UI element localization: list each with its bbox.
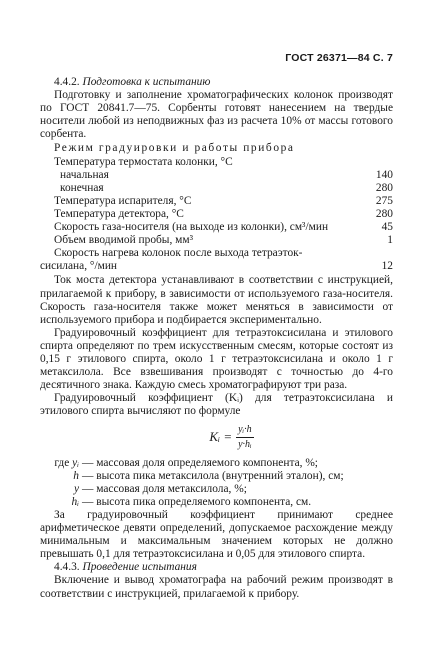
result-paragraph: За градуировочный коэффициент принимают среднее арифметическое девяти определений, допускаемое расхождение между минимальным и максимальным значением которых не должно превышать 0,1 для тетраэтоксисилана и 0,05 для этилового спирта. <box>40 509 393 561</box>
param-label: Температура испарителя, °С <box>54 194 192 207</box>
section-4-4-2-heading <box>40 76 393 89</box>
param-row <box>40 169 393 182</box>
formula-fraction <box>236 423 254 450</box>
calibration-formula-intro: Градуировочный коэффициент (Kᵢ) для тетраэтоксисилана и этилового спирта вычисляют по формуле <box>40 392 393 418</box>
param-value: 45 <box>381 221 393 234</box>
formula-lhs: Kᵢ = <box>209 429 233 445</box>
param-value: 275 <box>375 194 393 207</box>
section-number: 4.4.2. <box>54 76 80 88</box>
bridge-current-paragraph: Ток моста детектора устанавливают в соответствии с инструкцией, прилагаемой к прибору, в зависимости от используемого газа-носителя. Скорость газа-носителя также может меняться в зависимости от используемого прибора и подбирается экспериментально. <box>40 274 393 326</box>
param-label: начальная <box>60 168 109 181</box>
mode-heading: Режим градуировки и работы прибора <box>54 142 295 155</box>
variable-symbol: hᵢ <box>71 495 79 508</box>
section-title: Подготовка к испытанию <box>82 76 211 88</box>
param-row <box>40 208 393 221</box>
param-label: сисилана, °/мин <box>40 260 118 273</box>
param-row <box>40 221 393 234</box>
preparation-paragraph: Подготовку и заполнение хроматографических колонок производят по ГОСТ 20841.7—75. Сорбенты готовят нанесением на твердые носители любой из неподвижных фаз из расчета 10% от массы готового сорбента. <box>40 89 393 141</box>
param-value: 1 <box>387 234 393 247</box>
param-label: Температура детектора, °С <box>54 207 184 220</box>
variable-description: — высота пика метаксилола (внутренний эталон), см; <box>82 469 344 482</box>
variable-description: — массовая доля определяемого компонента, %; <box>82 456 318 469</box>
param-row <box>40 260 393 273</box>
param-label: Объем вводимой пробы, мм³ <box>54 234 193 247</box>
variable-description: — массовая доля метаксилола, %; <box>82 482 247 495</box>
param-label: конечная <box>60 181 104 194</box>
section-title: Проведение испытания <box>82 561 197 574</box>
param-value: 12 <box>381 260 393 273</box>
param-row <box>40 195 393 208</box>
variable-definitions <box>40 457 393 509</box>
section-number: 4.4.3. <box>54 561 80 574</box>
calibration-paragraph: Градуировочный коэффициент для тетраэтоксисилана и этилового спирта определяют по трем искусственным смесям, которые состоят из 0,15 г этилового спирта, около 1 г тетраэтоксисилана и около 1 г метаксилола. Все взвешивания производят с точностью до 4-го десятичного знака. Каждую смесь хроматографируют три раза. <box>40 326 393 392</box>
formula-numerator: yᵢ·h <box>236 423 254 437</box>
variable-symbol: где yᵢ <box>54 456 79 469</box>
section-4-4-3-heading <box>40 561 393 574</box>
param-row <box>40 182 393 195</box>
variable-symbol: h <box>73 469 79 482</box>
heating-speed-line1: Скорость нагрева колонок после выхода тетраэток- <box>54 247 303 260</box>
param-value: 280 <box>375 207 393 220</box>
calibration-formula <box>70 423 393 450</box>
param-label: Скорость газа-носителя (на выходе из колонки), см³/мин <box>54 221 329 234</box>
thermostat-label: Температура термостата колонки, °С <box>54 155 233 168</box>
page-header: ГОСТ 26371—84 С. 7 <box>285 52 393 64</box>
formula-denominator: y·hᵢ <box>238 438 252 450</box>
param-value: 280 <box>375 181 393 194</box>
variable-symbol: y <box>73 482 79 495</box>
param-value: 140 <box>375 168 393 181</box>
page-content <box>40 76 393 601</box>
param-row <box>40 234 393 247</box>
procedure-paragraph: Включение и вывод хроматографа на рабочий режим производят в соответствии с инструкцией, прилагаемой к прибору. <box>40 574 393 600</box>
variable-description: — высота пика определяемого компонента, см. <box>82 495 312 508</box>
